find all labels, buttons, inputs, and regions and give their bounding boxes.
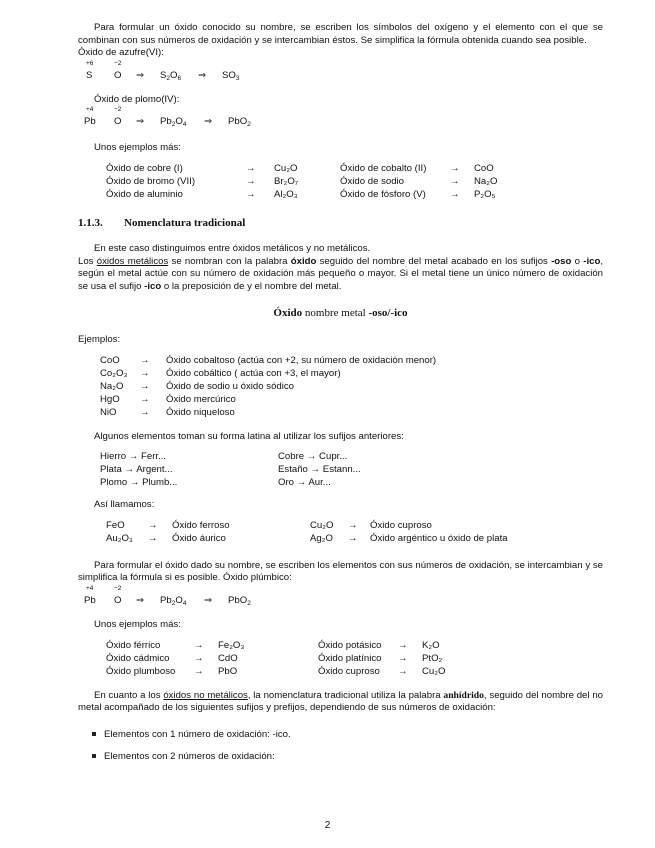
symbol: O [114,116,122,128]
example-formula: Na₂O [100,380,124,392]
example-name: Óxido de cobalto (II) [340,162,427,174]
latin-item: Cobre → Cupr... [278,451,348,463]
latin-item: Estaño → Estann... [278,464,361,476]
text: o [574,255,580,267]
example-formula: NiO [100,406,117,418]
section-number: 1.1.3. [78,216,103,229]
arrow: → [148,532,158,544]
examples-label: Ejemplos: [78,333,121,345]
metal-oxides-link: óxidos metálicos [96,255,169,267]
keyword: -ico [144,280,162,292]
example-formula: Cu₂O [422,665,446,677]
formula-result: PbO$_2$ [228,594,251,607]
ox-number: +6 [86,59,94,67]
latin-item: Oro → Aur... [278,477,331,489]
example-name: Óxido de aluminio [106,188,183,200]
example-name: Óxido de fósforo (V) [340,188,426,200]
example-formula: Co₂O₃ [100,367,128,379]
section-title: Nomenclatura tradicional [124,216,246,229]
ox-number: +4 [86,106,94,114]
latin-item: Hierro → Ferr... [100,451,167,463]
implies-arrow: ⇒ [198,69,207,81]
arrow: → [140,406,150,418]
example-name: Óxido cobaltoso (actúa con +2, su número de oxidación menor) [166,354,437,366]
symbol: O [114,69,122,81]
example-formula: Cu₂O [310,519,334,531]
text: , la nomenclatura tradicional utiliza la palabra [247,689,441,701]
arrow: → [140,380,150,392]
bullet-text: Elementos con 2 números de oxidación: [104,751,275,763]
arrow: → [348,532,358,544]
latin-item: Plomo → Plumb... [100,477,178,489]
formula-result: $SO_3$ [222,69,240,82]
ox-number: −2 [114,106,122,114]
example-name: Óxido platínico [318,652,382,664]
keyword: óxido [290,255,317,267]
latin-item: Plata → Argent... [100,464,173,476]
example-formula: PbO [218,665,238,677]
example-formula: PtO₂ [422,652,443,664]
nonmetal-paragraph [78,690,603,715]
bullet-text: Elementos con 1 número de oxidación: -ico. [104,728,291,740]
examples-table-1 [78,163,603,203]
example-formula: CdO [218,652,238,664]
example-name: Óxido cádmico [106,652,170,664]
keyword: -oso/-ico [368,307,408,320]
example-formula: Br₂O₇ [274,175,299,187]
naming-rule [78,307,603,320]
arrow: → [450,175,460,187]
formula-lead [84,106,603,134]
implies-arrow: ⇒ [204,116,213,128]
bullet-item [92,751,603,764]
trad-paragraph [78,256,603,294]
text: se nombran con la palabra [171,255,288,267]
example-formula: Cu₂O [274,162,298,174]
example-formula: Al₂O₃ [274,188,298,200]
example-name: Óxido cuproso [370,519,432,531]
arrow: → [194,665,204,677]
example-formula: CoO [474,162,494,174]
example-name: Óxido de cobre (I) [106,162,183,174]
bullet-square-icon [92,754,96,758]
text: nombre metal [304,307,366,320]
bullet-square-icon [92,732,96,736]
example-name: Óxido férrico [106,639,161,651]
keyword: -ico [583,255,601,267]
arrow: → [450,188,460,200]
example-name: Óxido de bromo (VII) [106,175,196,187]
latin-intro: Algunos elementos toman su forma latina al utilizar los sufijos anteriores: [94,430,404,442]
example-formula: FeO [106,519,125,531]
intro-paragraph: Para formular un óxido conocido su nombre, se escriben los símbolos del oxígeno y el elemento con el que se combinan con sus números de oxidación y se intercambian éstos. Se simplifica la fórmula obtenida cuando sea posible. [78,22,603,46]
section-heading [78,217,603,229]
formula-step: $Pb_2O_4$ [160,116,187,129]
symbol: Pb [84,116,96,128]
formula-sulfur [84,60,603,88]
example-formula: HgO [100,393,120,405]
example-formula: Ag₂O [310,532,333,544]
arrow: → [140,367,150,379]
arrow: → [246,162,256,174]
text: Los [78,255,94,267]
example-name: Óxido plumboso [106,665,176,677]
ox-number: +4 [86,584,94,592]
example-name: Óxido niqueloso [166,406,235,418]
more-examples-label: Unos ejemplos más: [94,142,181,154]
nonmetal-oxides-link: óxidos no metálicos [163,689,248,701]
more-examples-label-2: Unos ejemplos más: [94,618,181,630]
formula-result: PbO$_2$ [228,116,251,129]
example-name: Óxido de sodio u óxido sódico [166,380,294,392]
example-formula: CoO [100,354,120,366]
example-name: Óxido ferroso [172,519,230,531]
arrow: → [194,639,204,651]
arrow: → [194,652,204,664]
asi-label: Así llamamos: [94,499,155,511]
plumbic-paragraph: Para formular el óxido dado su nombre, se escriben los elementos con sus números de oxidación, se intercambian y se simplifica la fórmula si es posible. Óxido plúmbico: [78,559,603,584]
bullet-item [92,729,603,742]
example-formula: Fe₂O₃ [218,639,245,651]
example-name: Óxido potásico [318,639,382,651]
text: o la preposición de y el nombre del metal. [163,280,342,292]
text: , según el metal actúe con su número de oxidación más pequeño o mayor. Si el metal tiene un único número de oxidación se usa el sufijo [78,255,603,292]
example2-title: Óxido de plomo(IV): [94,93,180,105]
page-number: 2 [324,820,331,831]
example-name: Óxido mercúrico [166,393,236,405]
example-formula: Na₂O [474,175,498,187]
ox-number: −2 [114,59,122,67]
symbol: Pb [84,594,96,606]
example-name: Óxido cuproso [318,665,380,677]
arrow: → [398,639,408,651]
formula-step: $S_2O_6$ [160,69,182,82]
example-formula: Au₂O₃ [106,532,133,544]
document-page [78,22,603,764]
arrow: → [348,519,358,531]
formula-plumbic [84,585,603,613]
example-name: Óxido argéntico u óxido de plata [370,532,508,544]
formula-step: $Pb_2O_4$ [160,594,187,607]
text: En cuanto a los [94,689,161,701]
implies-arrow: ⇒ [204,594,213,606]
keyword: Óxido [273,307,303,320]
examples-table-4 [78,640,603,680]
arrow: → [148,519,158,531]
text: seguido del nombre del metal acabado en los sufijos [319,255,548,267]
examples-table-3 [78,520,603,548]
trad-intro: En este caso distinguimos entre óxidos metálicos y no metálicos. [94,242,371,254]
symbol: S [86,69,93,81]
symbol: O [114,594,122,606]
example-formula: K₂O [422,639,440,651]
latin-table [78,451,603,491]
arrow: → [398,665,408,677]
arrow: → [398,652,408,664]
example-name: Óxido áurico [172,532,226,544]
ox-number: −2 [114,584,122,592]
example-name: Óxido cobáltico ( actúa con +3, el mayor) [166,367,341,379]
text: , seguido del nombre del no metal acompañado de los siguientes sufijos y prefijos, dependiendo de sus números de oxidación: [78,689,603,714]
example-name: Óxido de sodio [340,175,404,187]
implies-arrow: ⇒ [136,594,145,606]
keyword: anhídrido [443,689,484,701]
arrow: → [140,393,150,405]
implies-arrow: ⇒ [136,116,145,128]
arrow: → [140,354,150,366]
implies-arrow: ⇒ [136,69,145,81]
example-formula: P₂O₅ [474,188,496,200]
keyword: -oso [551,255,572,267]
arrow: → [450,162,460,174]
example1-title: Óxido de azufre(VI): [78,47,164,59]
arrow: → [246,175,256,187]
examples-table-2 [78,355,603,421]
arrow: → [246,188,256,200]
